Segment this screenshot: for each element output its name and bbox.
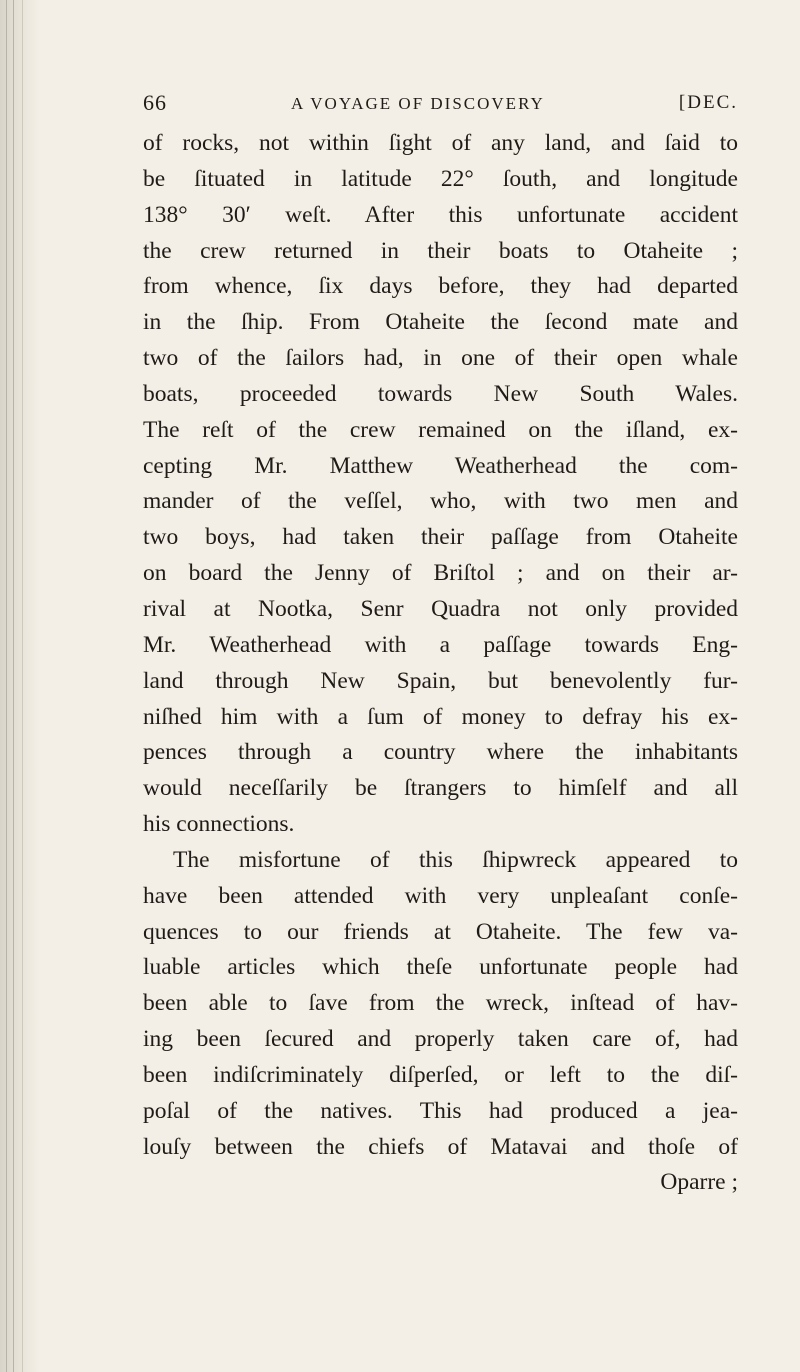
text-line: ing been ſecured and properly taken care of, had: [143, 1026, 738, 1053]
text-line: cepting Mr. Matthew Weatherhead the com-: [143, 452, 738, 479]
text-line: Mr. Weatherhead with a paſſage towards Eng-: [143, 631, 738, 658]
text-line: 138° 30′ weſt. After this unfortunate accident: [143, 201, 738, 228]
body-text: [143, 126, 738, 1201]
text-line: boats, proceeded towards New South Wales.: [143, 380, 738, 407]
text-line: two of the ſailors had, in one of their open whale: [143, 345, 738, 372]
running-title: A VOYAGE OF DISCOVERY: [291, 94, 545, 113]
text-line: been able to ſave from the wreck, inſtead of hav-: [143, 990, 738, 1017]
text-line: two boys, had taken their paſſage from Otaheite: [143, 524, 738, 551]
text-line: quences to our friends at Otaheite. The few va-: [143, 918, 738, 945]
text-line: of rocks, not within ſight of any land, and ſaid to: [143, 130, 738, 156]
text-line: on board the Jenny of Briſtol ; and on their ar-: [143, 560, 738, 587]
text-line: mander of the veſſel, who, with two men and: [143, 488, 738, 515]
text-line: been indiſcriminately diſperſed, or left to the diſ-: [143, 1061, 738, 1088]
running-header: [143, 90, 738, 120]
text-line: poſal of the natives. This had produced a jea-: [143, 1097, 738, 1124]
text-line: The reſt of the crew remained on the iſland, ex-: [143, 416, 738, 443]
text-line: land through New Spain, but benevolently fur-: [143, 667, 738, 694]
text-line: be ſituated in latitude 22° ſouth, and longitude: [143, 165, 738, 192]
text-line: the crew returned in their boats to Otaheite ;: [143, 237, 738, 264]
text-line: have been attended with very unpleaſant conſe-: [143, 882, 738, 909]
paragraph-end-line: his connections.: [143, 811, 295, 838]
text-line: rival at Nootka, Senr Quadra not only provided: [143, 595, 738, 622]
text-line: pences through a country where the inhabitants: [143, 739, 738, 766]
text-line: niſhed him with a ſum of money to defray his ex-: [143, 703, 738, 730]
page-number: 66: [143, 90, 167, 115]
text-line: in the ſhip. From Otaheite the ſecond mate and: [143, 309, 738, 336]
text-line: from whence, ſix days before, they had departed: [143, 273, 738, 300]
paragraph-start-line: The misfortune of this ſhipwreck appeared to: [173, 846, 738, 873]
text-line: louſy between the chiefs of Matavai and thoſe of: [143, 1133, 738, 1160]
text-line: luable articles which theſe unfortunate people had: [143, 954, 738, 981]
running-section: [DEC.: [678, 92, 738, 113]
text-line: would neceſſarily be ſtrangers to himſelf and all: [143, 775, 738, 802]
catchword: Oparre ;: [660, 1169, 738, 1196]
